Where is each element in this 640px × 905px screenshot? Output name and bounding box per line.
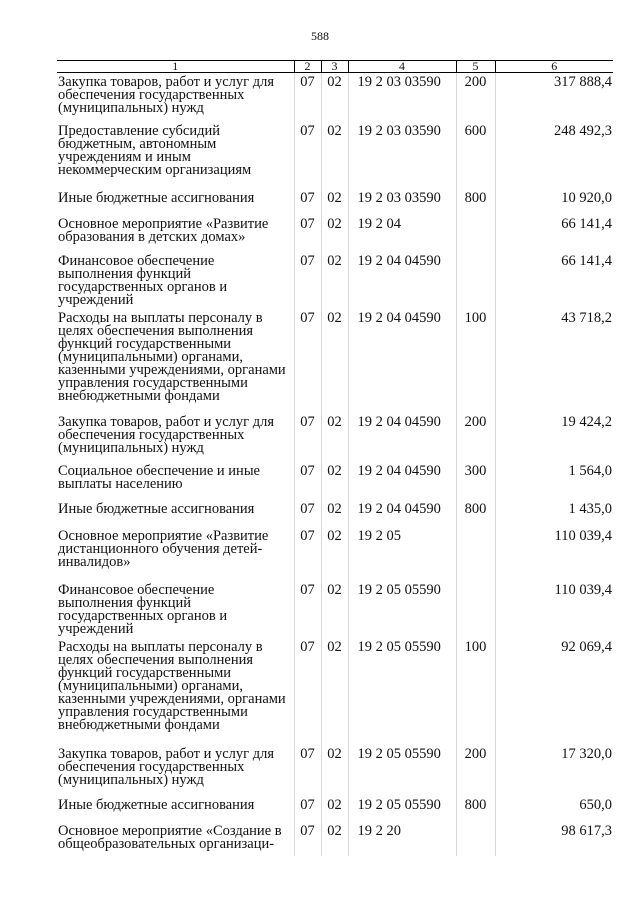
cell-col-3: 02	[321, 187, 348, 213]
cell-col-2: 07	[294, 187, 321, 213]
column-header: 5	[456, 61, 495, 73]
row-name: Расходы на выплаты персоналу в целях обеспечения выполнения функций государственными (муниципальными) органами, казенными учреждениями, органами управления государственными внебюджетными фондами	[58, 638, 286, 733]
table-row	[57, 794, 613, 820]
cell-col-4: 19 2 05	[348, 525, 456, 579]
cell-col-6: 650,0	[495, 794, 613, 820]
row-name: Финансовое обеспечение выполнения функций государственных органов и учреждений	[58, 581, 228, 637]
cell-col-2: 07	[294, 213, 321, 250]
cell-col-4: 19 2 04 04590	[348, 498, 456, 525]
cell-col-3: 02	[321, 636, 348, 743]
cell-col-6: 98 617,3	[495, 820, 613, 856]
cell-col-3: 02	[321, 120, 348, 187]
cell-col-2: 07	[294, 743, 321, 794]
table-row	[57, 120, 613, 187]
cell-col-4: 19 2 04 04590	[348, 460, 456, 498]
cell-col-3: 02	[321, 250, 348, 307]
cell-col-5: 200	[456, 743, 495, 794]
row-name: Основное мероприятие «Развитие образования в детских домах»	[58, 215, 269, 245]
cell-col-5	[456, 525, 495, 579]
cell-col-6: 248 492,3	[495, 120, 613, 187]
row-name: Основное мероприятие «Развитие дистанционного обучения детей-инвалидов»	[58, 527, 269, 570]
cell-col-2: 07	[294, 73, 321, 120]
cell-col-2: 07	[294, 579, 321, 636]
cell-col-2: 07	[294, 120, 321, 187]
cell-col-6: 110 039,4	[495, 525, 613, 579]
table-row	[57, 525, 613, 579]
row-name: Закупка товаров, работ и услуг для обеспечения государственных (муниципальных) нужд	[58, 74, 275, 116]
cell-col-3: 02	[321, 525, 348, 579]
cell-col-5	[456, 250, 495, 307]
cell-col-4: 19 2 03 03590	[348, 73, 456, 120]
cell-col-5: 800	[456, 794, 495, 820]
row-name: Иные бюджетные ассигнования	[58, 500, 255, 517]
page-number: 588	[311, 29, 329, 43]
row-name: Закупка товаров, работ и услуг для обеспечения государственных (муниципальных) нужд	[58, 745, 275, 788]
row-name: Основное мероприятие «Создание в общеобразовательных организаци-	[58, 822, 282, 852]
cell-col-2: 07	[294, 820, 321, 856]
cell-col-5: 300	[456, 460, 495, 498]
cell-col-6: 92 069,4	[495, 636, 613, 743]
column-header: 6	[495, 61, 613, 73]
cell-col-6: 66 141,4	[495, 213, 613, 250]
cell-col-6: 110 039,4	[495, 579, 613, 636]
table-row	[57, 307, 613, 411]
cell-col-3: 02	[321, 820, 348, 856]
cell-col-6: 43 718,2	[495, 307, 613, 411]
cell-col-5: 100	[456, 307, 495, 411]
cell-col-3: 02	[321, 213, 348, 250]
row-name: Расходы на выплаты персоналу в целях обеспечения выполнения функций государственными (муниципальными) органами, казенными учреждениями, органами управления государственными внебюджетными фондами	[58, 309, 286, 404]
cell-col-6: 66 141,4	[495, 250, 613, 307]
cell-col-2: 07	[294, 794, 321, 820]
column-header: 3	[321, 61, 348, 73]
cell-col-3: 02	[321, 498, 348, 525]
cell-col-5: 100	[456, 636, 495, 743]
column-header: 2	[294, 61, 321, 73]
table-row	[57, 498, 613, 525]
table-row	[57, 460, 613, 498]
cell-col-4: 19 2 05 05590	[348, 794, 456, 820]
cell-col-4: 19 2 04 04590	[348, 250, 456, 307]
cell-col-4: 19 2 04 04590	[348, 411, 456, 460]
cell-col-4: 19 2 03 03590	[348, 120, 456, 187]
cell-col-6: 1 435,0	[495, 498, 613, 525]
cell-col-5: 200	[456, 73, 495, 120]
cell-col-5	[456, 213, 495, 250]
cell-col-4: 19 2 04 04590	[348, 307, 456, 411]
column-header: 1	[57, 61, 294, 73]
table-row	[57, 213, 613, 250]
cell-col-4: 19 2 05 05590	[348, 636, 456, 743]
cell-col-5	[456, 820, 495, 856]
cell-col-2: 07	[294, 498, 321, 525]
row-name: Иные бюджетные ассигнования	[58, 796, 255, 813]
row-name: Закупка товаров, работ и услуг для обеспечения государственных (муниципальных) нужд	[58, 413, 275, 456]
cell-col-2: 07	[294, 636, 321, 743]
cell-col-6: 1 564,0	[495, 460, 613, 498]
cell-col-3: 02	[321, 411, 348, 460]
table-row	[57, 411, 613, 460]
cell-col-2: 07	[294, 307, 321, 411]
cell-col-3: 02	[321, 73, 348, 120]
row-name: Предоставление субсидий бюджетным, автономным учреждениям и иным некоммерческим организациям	[58, 122, 252, 178]
column-header: 4	[348, 61, 456, 73]
cell-col-5: 200	[456, 411, 495, 460]
row-name: Финансовое обеспечение выполнения функций государственных органов и учреждений	[58, 252, 228, 308]
cell-col-6: 10 920,0	[495, 187, 613, 213]
cell-col-5: 800	[456, 187, 495, 213]
cell-col-6: 17 320,0	[495, 743, 613, 794]
row-name: Иные бюджетные ассигнования	[58, 189, 255, 206]
cell-col-2: 07	[294, 250, 321, 307]
table-row	[57, 820, 613, 856]
cell-col-4: 19 2 05 05590	[348, 579, 456, 636]
cell-col-2: 07	[294, 460, 321, 498]
cell-col-4: 19 2 03 03590	[348, 187, 456, 213]
cell-col-5	[456, 579, 495, 636]
cell-col-2: 07	[294, 525, 321, 579]
cell-col-6: 19 424,2	[495, 411, 613, 460]
cell-col-3: 02	[321, 460, 348, 498]
cell-col-6: 317 888,4	[495, 73, 613, 120]
table-row	[57, 636, 613, 743]
table-row	[57, 743, 613, 794]
budget-table	[57, 60, 613, 856]
cell-col-3: 02	[321, 307, 348, 411]
cell-col-5: 800	[456, 498, 495, 525]
cell-col-3: 02	[321, 743, 348, 794]
row-name: Социальное обеспечение и иные выплаты населению	[58, 462, 260, 492]
cell-col-5: 600	[456, 120, 495, 187]
table-row	[57, 579, 613, 636]
cell-col-4: 19 2 05 05590	[348, 743, 456, 794]
table-row	[57, 250, 613, 307]
cell-col-4: 19 2 20	[348, 820, 456, 856]
table-row	[57, 187, 613, 213]
cell-col-2: 07	[294, 411, 321, 460]
cell-col-3: 02	[321, 794, 348, 820]
cell-col-3: 02	[321, 579, 348, 636]
table-header-row	[57, 61, 613, 73]
table-row	[57, 73, 613, 120]
cell-col-4: 19 2 04	[348, 213, 456, 250]
